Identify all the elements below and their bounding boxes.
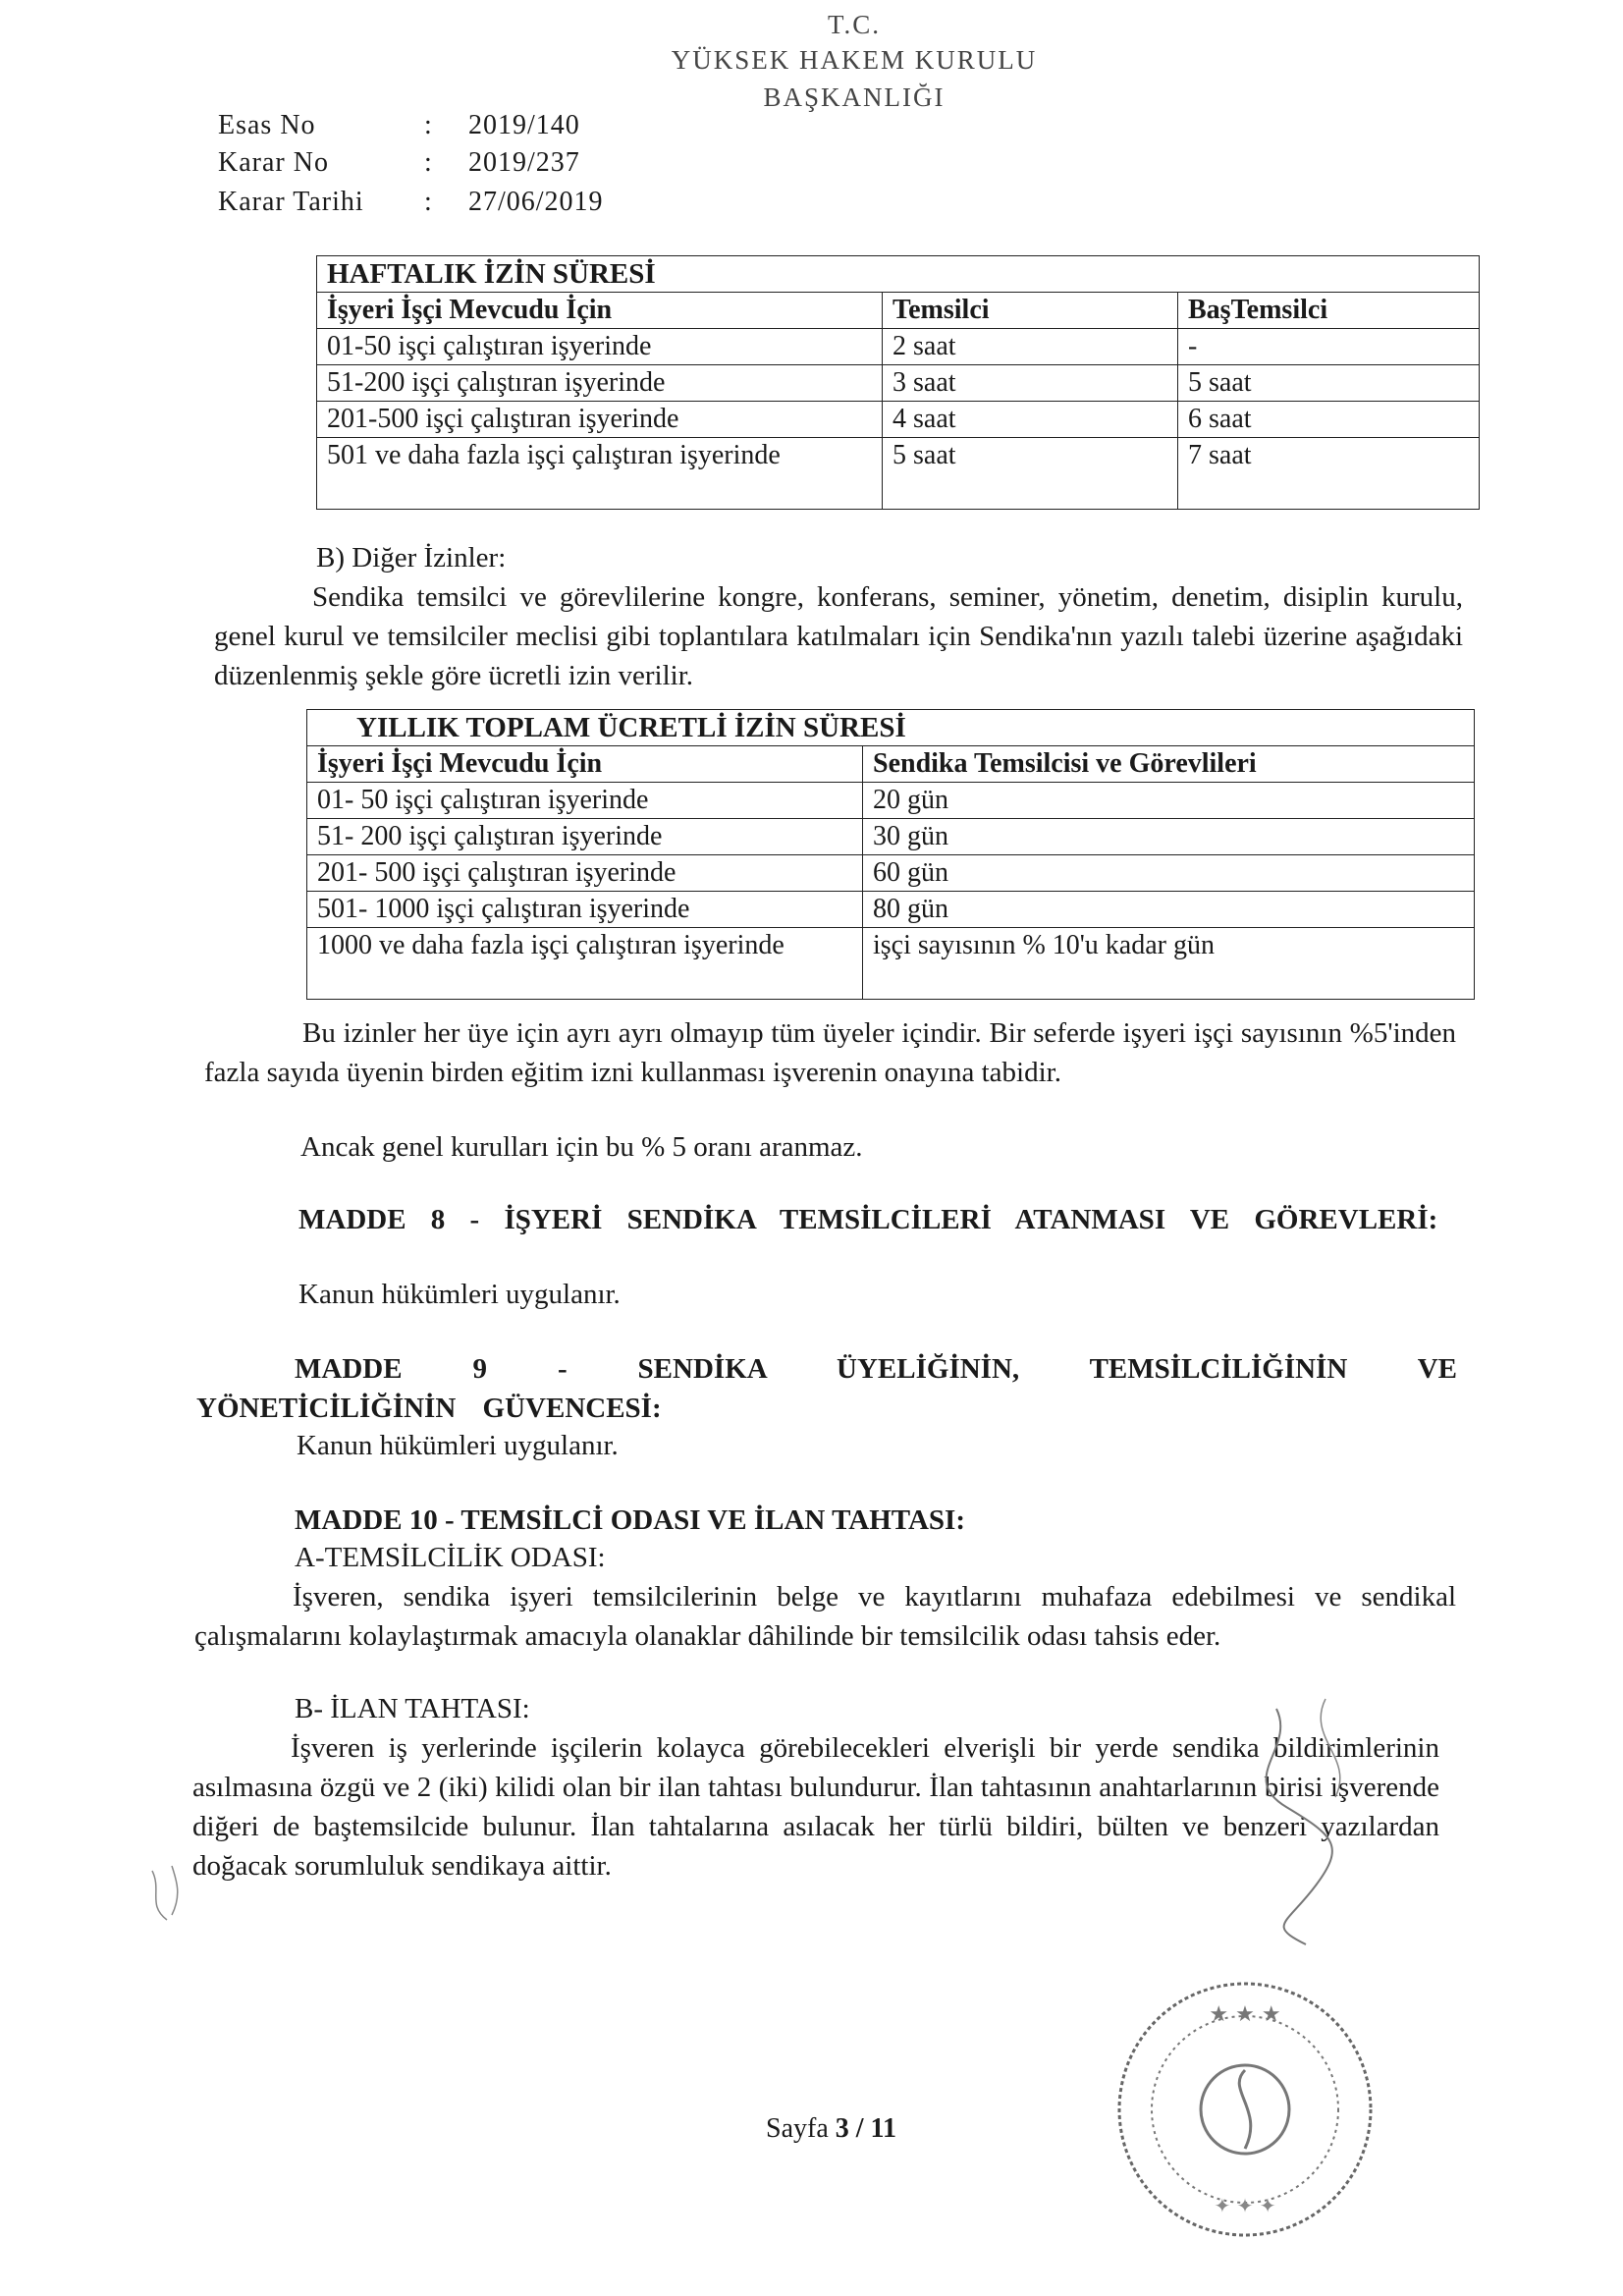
table-title-row	[317, 256, 1480, 293]
header-tc: T.C.	[828, 10, 881, 39]
table-cell: 51- 200 işçi çalıştıran işyerinde	[307, 819, 863, 855]
table-cell: 5 saat	[1178, 365, 1480, 402]
column-header: İşyeri İşçi Mevcudu İçin	[317, 293, 883, 329]
madde-9-body: Kanun hükümleri uygulanır.	[297, 1430, 619, 1461]
weekly-leave-table	[316, 255, 1480, 510]
margin-scribble	[142, 1861, 201, 1930]
table-header-row	[317, 293, 1480, 329]
notice-board-heading: B- İLAN TAHTASI:	[295, 1693, 530, 1724]
meta-key: Karar No	[218, 147, 329, 178]
madde-8-title: MADDE 8 - İŞYERİ SENDİKA TEMSİLCİLERİ ATANMASI VE GÖREVLERİ:	[298, 1204, 1438, 1235]
column-header: Sendika Temsilcisi ve Görevlileri	[863, 746, 1475, 783]
notice-board-body: İşveren iş yerlerinde işçilerin kolayca görebilecekleri elverişli bir yerde sendika bildirimlerinin asılmasına özgü ve 2 (iki) kilidi olan bir ilan tahtası bulundurur. İlan tahtasının anahtarlarının birisi işverende diğeri de baştemsilcide bulunur. İlan tahtalarına asılacak her türlü bildiri, bülten ve benzeri yazılardan doğacak sorumluluk sendikaya aittir.	[192, 1732, 1439, 1882]
table-cell: 01- 50 işçi çalıştıran işyerinde	[307, 783, 863, 819]
meta-tarih	[218, 187, 709, 222]
madde-10-title: MADDE 10 - TEMSİLCİ ODASI VE İLAN TAHTASI:	[295, 1504, 965, 1536]
svg-text:★ ★ ★: ★ ★ ★	[1209, 2002, 1281, 2027]
table-cell: 80 gün	[863, 892, 1475, 928]
table-title: HAFTALIK İZİN SÜRESİ	[317, 256, 1480, 293]
meta-value: 2019/140	[468, 110, 580, 140]
table-row	[317, 438, 1480, 510]
header-institution: YÜKSEK HAKEM KURULU	[671, 45, 1038, 75]
meta-esas	[218, 110, 709, 145]
table-title: YILLIK TOPLAM ÜCRETLİ İZİN SÜRESİ	[307, 710, 1475, 746]
page-count: 3 / 11	[835, 2113, 896, 2144]
table-cell: 201- 500 işçi çalıştıran işyerinde	[307, 855, 863, 892]
meta-colon: :	[424, 147, 433, 178]
official-seal	[1098, 1962, 1392, 2257]
column-header: İşyeri İşçi Mevcudu İçin	[307, 746, 863, 783]
representative-room-heading: A-TEMSİLCİLİK ODASI:	[295, 1542, 606, 1573]
table-row	[307, 783, 1475, 819]
table-row	[307, 928, 1475, 1000]
section-b-paragraph: Sendika temsilci ve görevlilerine kongre, konferans, seminer, yönetim, denetim, disiplin kurulu, genel kurul ve temsilciler meclisi gibi toplantılara katılmaları için Sendika'nın yazılı talebi üzerine aşağıdaki düzenlenmiş şekle göre ücretli izin verilir.	[214, 581, 1463, 691]
table-row	[307, 819, 1475, 855]
section-b-heading: B) Diğer İzinler:	[316, 542, 507, 574]
meta-value: 27/06/2019	[468, 187, 604, 217]
meta-key: Esas No	[218, 110, 316, 140]
column-header: Temsilci	[883, 293, 1178, 329]
svg-text:✦ ✦ ✦: ✦ ✦ ✦	[1214, 2194, 1276, 2217]
table-cell: -	[1178, 329, 1480, 365]
general-assembly-note: Ancak genel kurulları için bu % 5 oranı aranmaz.	[300, 1131, 863, 1163]
table-row	[307, 892, 1475, 928]
yearly-leave-table	[306, 709, 1475, 1000]
table-cell: 201-500 işçi çalıştıran işyerinde	[317, 402, 883, 438]
table-cell: 501- 1000 işçi çalıştıran işyerinde	[307, 892, 863, 928]
table-cell: 7 saat	[1178, 438, 1480, 510]
table-cell: 01-50 işçi çalıştıran işyerinde	[317, 329, 883, 365]
table-cell: 4 saat	[883, 402, 1178, 438]
leave-note-paragraph: Bu izinler her üye için ayrı ayrı olmayıp tüm üyeler içindir. Bir seferde işyeri işçi sayısının %5'inden fazla sayıda üyenin birden eğitim izni kullanması işverenin onayına tabidir.	[204, 1017, 1456, 1088]
table-cell: işçi sayısının % 10'u kadar gün	[863, 928, 1475, 1000]
meta-karar	[218, 147, 709, 183]
table-cell: 2 saat	[883, 329, 1178, 365]
table-title-row	[307, 710, 1475, 746]
meta-colon: :	[424, 110, 433, 140]
table-cell: 30 gün	[863, 819, 1475, 855]
meta-colon: :	[424, 187, 433, 217]
table-cell: 60 gün	[863, 855, 1475, 892]
table-row	[307, 855, 1475, 892]
header-department: BAŞKANLIĞI	[763, 82, 946, 112]
table-cell: 51-200 işçi çalıştıran işyerinde	[317, 365, 883, 402]
representative-room-body: İşveren, sendika işyeri temsilcilerinin belge ve kayıtlarını muhafaza edebilmesi ve sendikal çalışmalarını kolaylaştırmak amacıyla olanaklar dâhilinde bir temsilcilik odası tahsis eder.	[194, 1581, 1456, 1652]
table-cell: 6 saat	[1178, 402, 1480, 438]
madde-8-body: Kanun hükümleri uygulanır.	[298, 1279, 621, 1310]
page-label: Sayfa	[766, 2113, 829, 2144]
column-header: BaşTemsilci	[1178, 293, 1480, 329]
table-cell: 3 saat	[883, 365, 1178, 402]
table-cell: 501 ve daha fazla işçi çalıştıran işyerinde	[317, 438, 883, 510]
page-number	[766, 2113, 1060, 2145]
meta-key: Karar Tarihi	[218, 187, 364, 217]
table-header-row	[307, 746, 1475, 783]
table-row	[317, 402, 1480, 438]
meta-value: 2019/237	[468, 147, 580, 178]
table-cell: 20 gün	[863, 783, 1475, 819]
table-cell: 1000 ve daha fazla işçi çalıştıran işyerinde	[307, 928, 863, 1000]
madde-9-title: MADDE 9 - SENDİKA ÜYELİĞİNİN, TEMSİLCİLİĞİNİN VE YÖNETİCİLİĞİNİN GÜVENCESİ:	[196, 1353, 1457, 1424]
table-row	[317, 365, 1480, 402]
table-cell: 5 saat	[883, 438, 1178, 510]
signature-mark	[1208, 1689, 1384, 1954]
table-row	[317, 329, 1480, 365]
